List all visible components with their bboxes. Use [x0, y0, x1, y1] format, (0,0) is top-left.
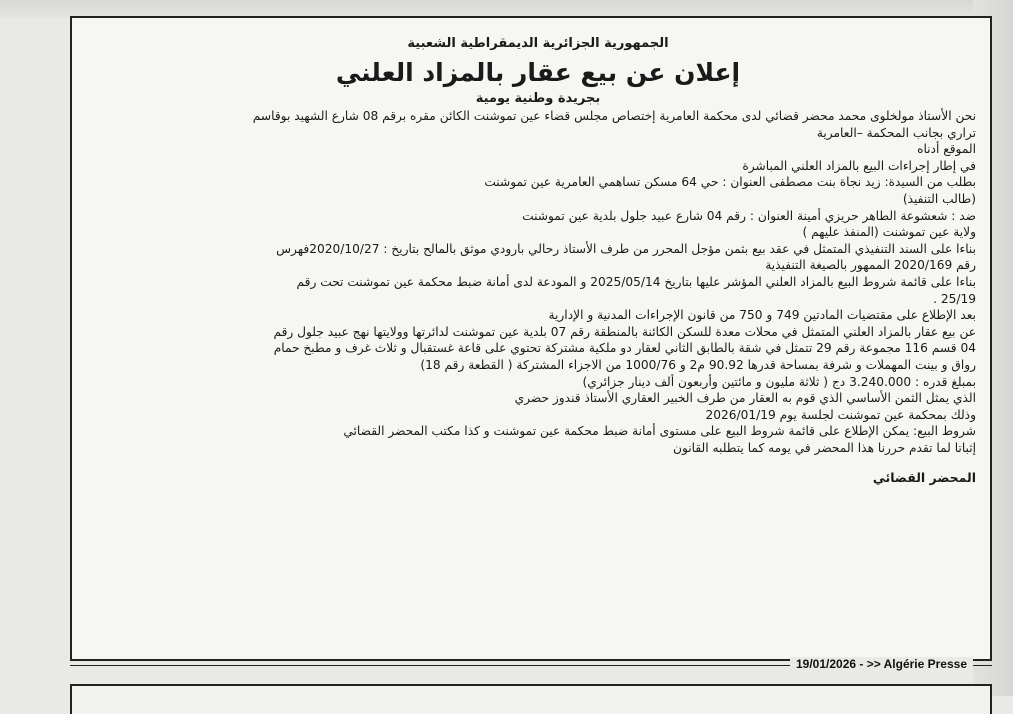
notice-line: إثباتا لما تقدم حررنا هذا المحضر في يومه كما يتطلبه القانون [673, 440, 976, 455]
notice-line: تراري بجانب المحكمة –العامرية [816, 125, 976, 140]
notice-line: بناءا على قائمة شروط البيع بالمزاد العلني المؤشر عليها بتاريخ 2025/05/14 و المودعة لدى أمانة ضبط محكمة عين تموشنت تحت رقم [296, 274, 976, 289]
notice-line: ضد : شعشوعة الطاهر حريزي أمينة العنوان : رقم 04 شارع عبيد جلول بلدية عين تموشنت [522, 208, 976, 223]
notice-header [100, 34, 976, 108]
source-date-footer: 19/01/2026 - >> Algérie Presse [790, 657, 973, 671]
notice-line: عن بيع عقار بالمزاد العلني المتمثل في محلات معدة للسكن الكائنة بالمنطقة رقم 07 بلدية عين تموشنت لدائرتها وولايتها نهج عبيد جلول رقم [273, 324, 976, 339]
notice-line: بعد الإطلاع على مقتضيات المادتين 749 و 750 من قانون الإجراءات المدنية و الإدارية [548, 308, 976, 323]
bailiff-signature: المحضر القضائي [872, 470, 976, 486]
notice-line: الذي يمثل الثمن الأساسي الذي قوم به العقار من طرف الخبير العقاري الأستاذ قندوز حضري [514, 391, 976, 406]
notice-subtitle: بجريدة وطنية يومية [475, 91, 601, 106]
republic-heading: الجمهورية الجزائرية الديمقراطية الشعبية [407, 36, 669, 51]
notice-body [100, 108, 976, 456]
notice-line: وذلك بمحكمة عين تموشنت لجلسة يوم 2026/01/19 [705, 407, 976, 422]
notice-line: بطلب من السيدة: زيد نجاة بنت مصطفى العنوان : حي 64 مسكن تساهمي العامرية عين تموشنت [484, 175, 976, 190]
notice-line: الموقع أدناه [917, 142, 976, 157]
notice-line: بناءا على السند التنفيذي المتمثل في عقد بيع بثمن مؤجل المحرر من طرف الأستاذ رحالي بارودي موثق بالمالح بتاريخ : 2020/10/27فهرس [276, 241, 976, 256]
notice-line: ولاية عين تموشنت (المنفذ عليهم ) [802, 225, 976, 240]
notice-line: 04 قسم 116 مجموعة رقم 29 تتمثل في شقة بالطابق الثاني لعقار دو ملكية مشتركة تحتوي على قاعة غستقبال و ثلاث غرف و مطبخ حمام [273, 341, 976, 356]
notice-line: نحن الأستاذ مولخلوى محمد محضر قضائي لدى محكمة العامرية إختصاص مجلس قضاء عين تموشنت الكائن مقره برقم 08 شارع الشهيد بوقاسم [252, 109, 976, 123]
next-notice-box [70, 684, 992, 714]
legal-notice-content [100, 34, 976, 485]
notice-line: رواق و بينت المهملات و شرفة بمساحة قدرها 90.92 م2 و 1000/76 من الاجزاء المشتركة ( القطعة رقم 18) [420, 357, 976, 372]
notice-line: بمبلغ قدره : 3.240.000 دج ( ثلاثة مليون و مائتين وأربعون ألف دينار جزائري) [582, 374, 976, 389]
notice-line: (طالب التنفيذ) [902, 191, 976, 206]
legal-notice-box [70, 16, 992, 661]
notice-title: إعلان عن بيع عقار بالمزاد العلني [335, 58, 741, 87]
notice-line: في إطار إجراءات البيع بالمزاد العلني المباشرة [742, 158, 976, 173]
notice-line: شروط البيع: يمكن الإطلاع على قائمة شروط البيع على مستوى أمانة ضبط محكمة عين تموشنت و كذا مكتب المحضر القضائي [343, 424, 976, 439]
notice-line: رقم 2020/169 الممهور بالصيغة التنفيذية [765, 258, 976, 273]
notice-line: 25/19 . [933, 291, 976, 306]
